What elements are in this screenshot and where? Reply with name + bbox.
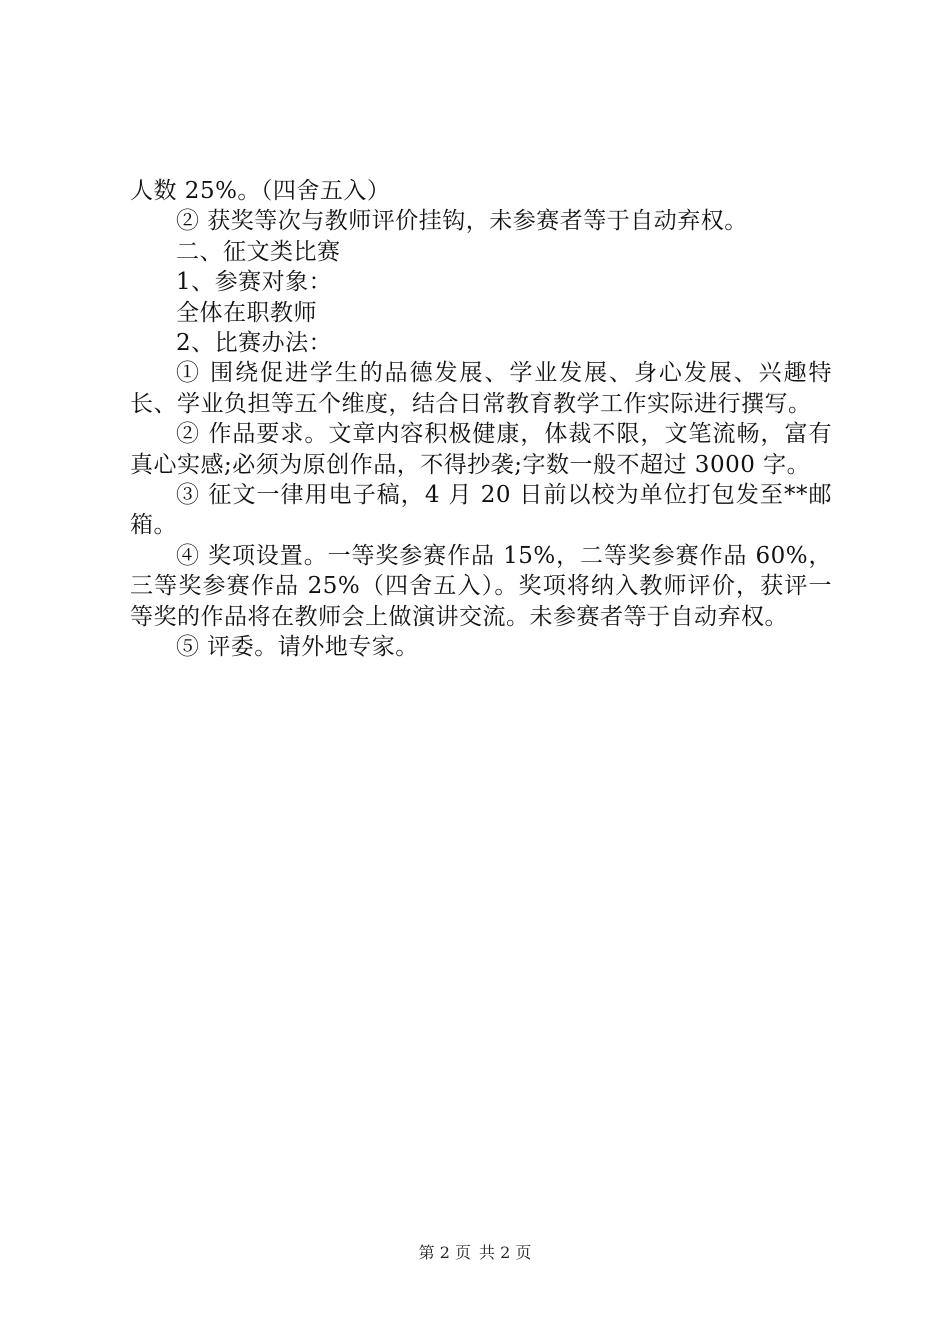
document-body bbox=[130, 176, 832, 663]
paragraph-rule-5: ⑤ 评委。请外地专家。 bbox=[176, 634, 419, 661]
subheading-participants: 1、参赛对象： bbox=[176, 269, 333, 296]
paragraph-rule-1: ① 围绕促进学生的品德发展、学业发展、身心发展、兴趣特长、学业负担等五个维度，结合日常教育教学工作实际进行撰写。 bbox=[130, 360, 832, 417]
page-number: 第 2 页 bbox=[418, 1243, 471, 1262]
paragraph-rule-4: ④ 奖项设置。一等奖参赛作品 15%，二等奖参赛作品 60%，三等奖参赛作品 25%（四舍五入）。奖项将纳入教师评价，获评一等奖的作品将在教师会上做演讲交流。未参赛者等于自动弃权。 bbox=[130, 542, 832, 630]
subheading-contest-method: 2、比赛办法： bbox=[176, 330, 333, 357]
paragraph-award-linkage: ② 获奖等次与教师评价挂钩，未参赛者等于自动弃权。 bbox=[176, 208, 748, 235]
section-heading-essay-contest: 二、征文类比赛 bbox=[176, 238, 341, 265]
paragraph-participants: 全体在职教师 bbox=[176, 299, 317, 326]
paragraph-continuation: 人数 25%。（四舍五入） bbox=[130, 178, 391, 204]
page-footer bbox=[0, 1243, 950, 1263]
page-total: 共 2 页 bbox=[479, 1243, 532, 1262]
paragraph-rule-3: ③ 征文一律用电子稿，4 月 20 日前以校为单位打包发至**邮箱。 bbox=[130, 482, 832, 539]
paragraph-rule-2: ② 作品要求。文章内容积极健康，体裁不限，文笔流畅，富有真心实感;必须为原创作品，不得抄袭;字数一般不超过 3000 字。 bbox=[130, 421, 832, 478]
